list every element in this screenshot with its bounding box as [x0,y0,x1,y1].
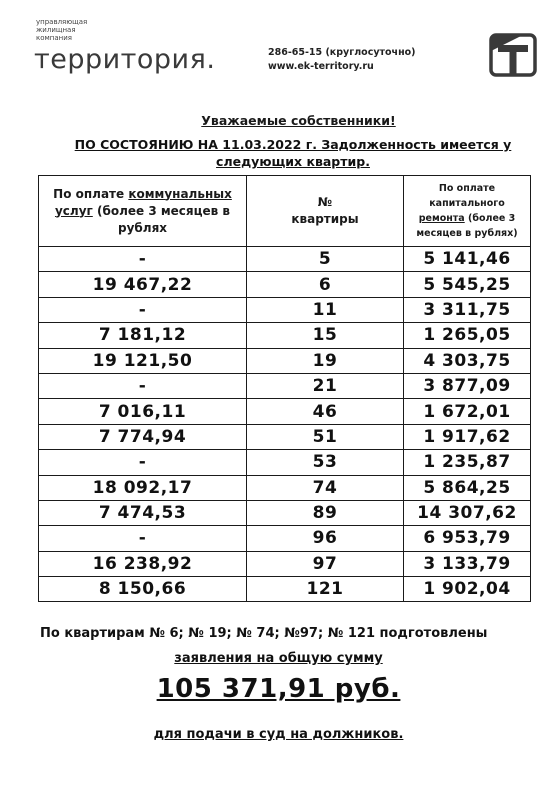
brand-tagline [36,18,87,42]
cell-capital-repair-debt: 3 877,09 [404,373,531,398]
debt-table-body [39,247,531,602]
brand-tagline-line: жилищная [36,26,76,34]
table-row [39,577,531,602]
header-text: (более 3 месяцев в [92,203,231,218]
notice-greeting-block [0,110,557,129]
cell-apartment-number: 6 [247,272,404,297]
cell-apartment-number: 19 [247,348,404,373]
header-text: услуг [54,203,93,218]
cell-apartment-number: 21 [247,373,404,398]
contacts [268,46,416,74]
cell-apartment-number: 89 [247,500,404,525]
cell-apartment-number: 11 [247,297,404,322]
cell-capital-repair-debt: 1 265,05 [404,323,531,348]
table-row [39,323,531,348]
cell-utilities-debt: 7 474,53 [39,500,247,525]
cell-capital-repair-debt: 5 141,46 [404,247,531,272]
website-link[interactable]: www.ek-territory.ru [268,61,374,72]
cell-capital-repair-debt: 4 303,75 [404,348,531,373]
cell-utilities-debt: 8 150,66 [39,577,247,602]
cell-utilities-debt: 16 238,92 [39,551,247,576]
debt-table [38,175,531,602]
cell-apartment-number: 96 [247,526,404,551]
cell-apartment-number: 46 [247,399,404,424]
letterhead [0,0,557,100]
notice-subtitle [40,136,546,170]
cell-apartment-number: 121 [247,577,404,602]
table-row [39,272,531,297]
header-text: (более 3 [464,213,516,224]
header-text: капитального [429,198,505,209]
cell-capital-repair-debt: 14 307,62 [404,500,531,525]
header-text: По оплате [438,183,496,194]
cell-utilities-debt: 19 121,50 [39,348,247,373]
cell-utilities-debt: 18 092,17 [39,475,247,500]
t-square-logo-icon [489,29,537,77]
table-row [39,297,531,322]
table-row [39,247,531,272]
cell-utilities-debt: 19 467,22 [39,272,247,297]
cell-capital-repair-debt: 1 902,04 [404,577,531,602]
footer-apartments-note: По квартирам № 6; № 19; № 74; №97; № 121 подготовлены [40,626,488,641]
table-row [39,450,531,475]
table-row [39,500,531,525]
header-text: № [317,195,333,209]
cell-apartment-number: 97 [247,551,404,576]
notice-greeting: Уважаемые собственники! [201,113,396,128]
cell-capital-repair-debt: 6 953,79 [404,526,531,551]
table-row [39,475,531,500]
cell-utilities-debt: 7 016,11 [39,399,247,424]
notice-subtitle-line: следующих квартир. [216,154,370,169]
cell-utilities-debt: - [39,373,247,398]
cell-utilities-debt: 7 774,94 [39,424,247,449]
cell-capital-repair-debt: 1 672,01 [404,399,531,424]
cell-utilities-debt: 7 181,12 [39,323,247,348]
header-text: ремонта [418,213,465,224]
cell-capital-repair-debt: 3 311,75 [404,297,531,322]
footer-court-note: для подачи в суд на должников. [153,727,404,742]
table-row [39,373,531,398]
footer-claims-note: заявления на общую сумму [174,651,383,666]
notice-subtitle-line: ПО СОСТОЯНИЮ НА 11.03.2022 г. Задолженность имеется у [74,137,512,152]
cell-apartment-number: 53 [247,450,404,475]
header-text: По оплате [53,186,129,201]
cell-utilities-debt: - [39,450,247,475]
header-text: квартиры [291,212,359,226]
brand-tagline-line: компания [36,34,72,42]
header-text: коммунальных [128,186,232,201]
total-sum: 105 371,91 руб. [156,674,401,704]
cell-apartment-number: 15 [247,323,404,348]
cell-apartment-number: 74 [247,475,404,500]
cell-capital-repair-debt: 5 545,25 [404,272,531,297]
cell-apartment-number: 5 [247,247,404,272]
cell-capital-repair-debt: 3 133,79 [404,551,531,576]
table-header-row [39,176,531,247]
cell-capital-repair-debt: 5 864,25 [404,475,531,500]
cell-utilities-debt: - [39,247,247,272]
brand-name: территория. [34,44,216,75]
table-row [39,348,531,373]
table-row [39,551,531,576]
column-header-utilities [39,176,247,247]
header-text: месяцев в рублях) [416,228,518,239]
cell-utilities-debt: - [39,297,247,322]
cell-utilities-debt: - [39,526,247,551]
header-text: рублях [117,220,168,235]
brand-tagline-line: управляющая [36,18,88,26]
column-header-apartment [247,176,404,247]
column-header-capital-repair [404,176,531,247]
table-row [39,399,531,424]
cell-capital-repair-debt: 1 917,62 [404,424,531,449]
table-row [39,424,531,449]
table-row [39,526,531,551]
phone-number: 286-65-15 (круглосуточно) [268,47,416,58]
cell-apartment-number: 51 [247,424,404,449]
cell-capital-repair-debt: 1 235,87 [404,450,531,475]
